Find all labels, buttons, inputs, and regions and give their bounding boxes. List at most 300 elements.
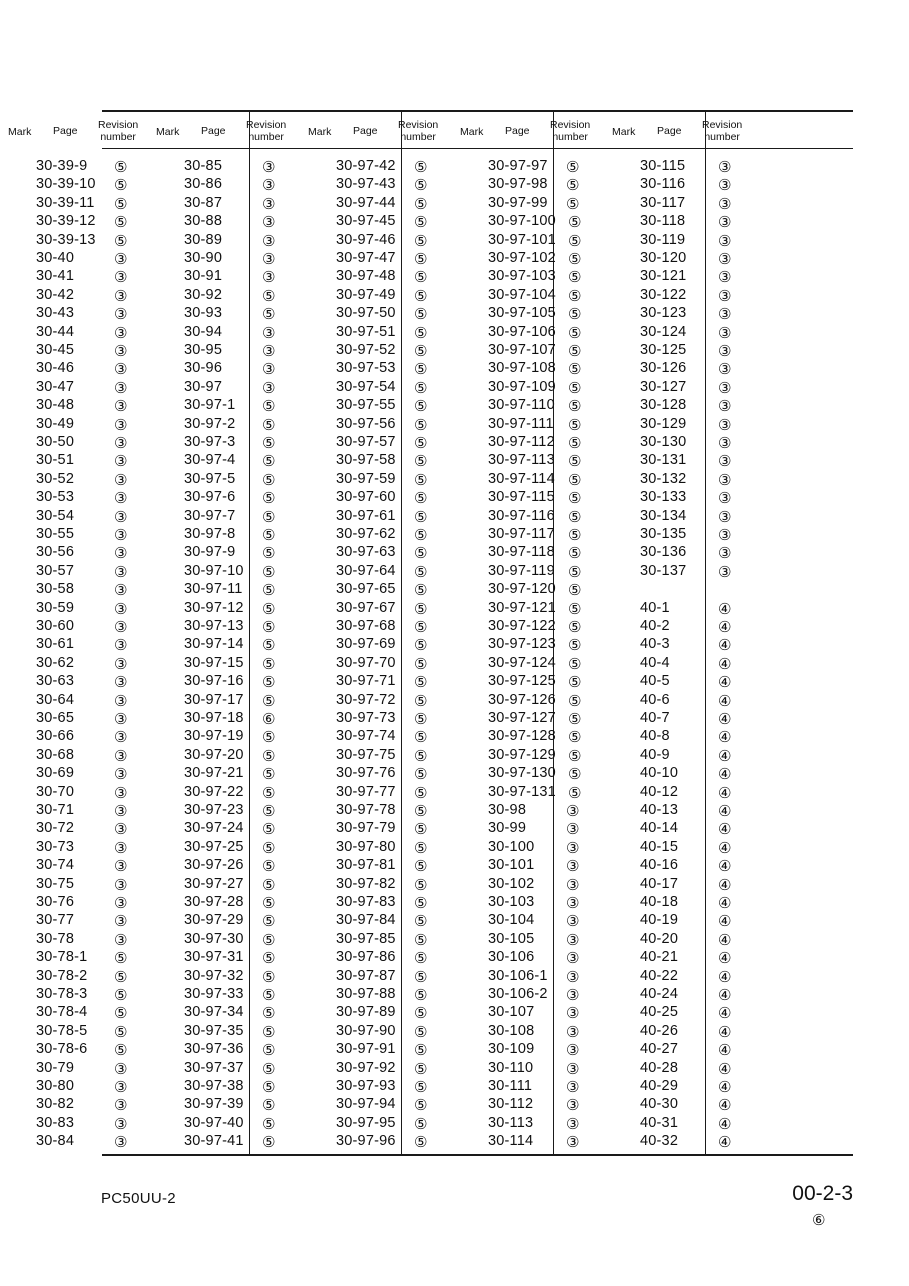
page-cell: 30-97-27 (184, 875, 244, 892)
page-cell: 30-128 (640, 397, 687, 414)
page-cell: 30-97-91 (336, 1041, 396, 1058)
table-row (452, 563, 602, 581)
table-row (0, 416, 150, 434)
page-cell: 30-97-122 (488, 618, 556, 634)
page-cell: 30-83 (36, 1114, 75, 1131)
page-cell: 40-4 (640, 654, 670, 671)
revision-cell: ④ (718, 857, 732, 876)
table-row (0, 397, 150, 415)
revision-cell: ③ (114, 857, 128, 876)
table-row (452, 710, 602, 728)
header-revision-number (398, 119, 438, 143)
table-row (148, 158, 298, 176)
table-row (300, 397, 450, 415)
page-cell: 30-97-49 (336, 286, 396, 303)
revision-cell: ③ (262, 378, 276, 397)
page-cell: 30-134 (640, 507, 687, 524)
revision-cell: ⑤ (414, 1004, 428, 1023)
page-cell: 40-28 (640, 1059, 679, 1076)
revision-cell: ③ (114, 268, 128, 287)
table-row (452, 176, 602, 194)
revision-cell: ③ (114, 673, 128, 692)
table-row (148, 526, 298, 544)
revision-cell: ⑤ (568, 507, 582, 526)
header-revision-line1: Revision (550, 119, 591, 131)
header-mark: Mark (460, 126, 484, 138)
page-cell: 30-56 (36, 544, 75, 561)
table-row (0, 600, 150, 618)
revision-cell: ⑤ (414, 967, 428, 986)
table-row (148, 581, 298, 599)
page-cell: 30-97-99 (488, 194, 548, 211)
revision-cell: ⑤ (262, 581, 276, 600)
table-row (148, 931, 298, 949)
table-row (300, 857, 450, 875)
page-cell: 30-74 (36, 857, 75, 874)
page-cell: 30-97-57 (336, 434, 396, 450)
page-cell: 30-97-102 (488, 250, 556, 266)
table-row (148, 784, 298, 802)
page-cell: 40-22 (640, 967, 679, 984)
page-cell: 30-77 (36, 912, 75, 929)
page-cell: 30-97-76 (336, 765, 396, 782)
page-cell: 30-97-65 (336, 581, 396, 598)
table-row (300, 747, 450, 765)
header-mark: Mark (308, 126, 332, 138)
revision-cell: ③ (718, 507, 732, 526)
page-cell: 30-97-10 (184, 562, 244, 579)
table-row (452, 305, 602, 323)
table-row (0, 968, 150, 986)
page-cell: 40-8 (640, 728, 670, 745)
revision-cell: ⑤ (262, 1059, 276, 1078)
table-row (0, 176, 150, 194)
revision-cell: ③ (114, 1096, 128, 1115)
page-cell: 30-97-72 (336, 691, 396, 708)
revision-cell: ⑤ (414, 673, 428, 692)
revision-cell: ③ (718, 452, 732, 471)
page-cell: 30-97-90 (336, 1022, 396, 1039)
page-cell: 30-78-1 (36, 949, 88, 966)
table-row (300, 986, 450, 1004)
revision-cell: ⑤ (568, 710, 582, 728)
revision-cell: ⑤ (568, 415, 582, 434)
page-cell: 30-97-34 (184, 1004, 244, 1021)
table-row (300, 728, 450, 746)
revision-cell: ③ (114, 305, 128, 324)
revision-cell: ③ (718, 544, 732, 563)
revision-cell: ⑤ (114, 986, 128, 1004)
page-cell: 30-66 (36, 728, 75, 745)
table-row (148, 765, 298, 783)
page-cell: 30-62 (36, 654, 75, 671)
page-cell: 30-69 (36, 765, 75, 782)
table-row (0, 710, 150, 728)
table-row (452, 360, 602, 378)
revision-cell: ⑤ (262, 1096, 276, 1115)
table-row (148, 434, 298, 452)
page-cell: 40-1 (640, 599, 670, 616)
revision-cell: ⑤ (414, 1114, 428, 1133)
table-row (148, 894, 298, 912)
revision-cell: ⑤ (414, 912, 428, 931)
page-cell: 30-131 (640, 452, 687, 469)
revision-cell: ⑤ (262, 783, 276, 802)
page-cell: 30-97-42 (336, 158, 396, 174)
table-row (604, 1096, 754, 1114)
page-cell: 30-97-124 (488, 654, 556, 671)
table-row (148, 268, 298, 286)
table-row (604, 636, 754, 654)
revision-cell: ③ (262, 268, 276, 287)
revision-cell: ③ (114, 562, 128, 581)
page-cell: 30-136 (640, 544, 687, 561)
page-cell: 30-97-96 (336, 1133, 396, 1150)
page-cell: 30-125 (640, 342, 687, 358)
revision-cell: ⑤ (414, 710, 428, 728)
table-row (0, 931, 150, 949)
revision-cell: ③ (566, 1078, 580, 1096)
revision-cell: ⑤ (114, 213, 128, 232)
revision-cell: ③ (114, 783, 128, 802)
page-cell: 30-97-79 (336, 820, 396, 837)
revision-cell: ⑤ (262, 1041, 276, 1060)
table-column (452, 110, 602, 1150)
table-row (148, 986, 298, 1004)
table-row (148, 544, 298, 562)
page-cell: 30-123 (640, 305, 687, 322)
page-cell: 30-97-20 (184, 746, 244, 763)
table-row (148, 692, 298, 710)
table-row (148, 379, 298, 397)
table-row (300, 508, 450, 526)
table-row (300, 1041, 450, 1059)
table-row (300, 655, 450, 673)
page-cell: 30-132 (640, 470, 687, 487)
table-row (300, 912, 450, 930)
table-row (0, 912, 150, 930)
revision-cell: ③ (566, 986, 580, 1004)
page-cell: 30-97-46 (336, 231, 396, 248)
table-row (604, 434, 754, 452)
page-cell: 30-97-125 (488, 673, 556, 690)
table-row (452, 802, 602, 820)
page-cell: 40-7 (640, 710, 670, 726)
header-mark: Mark (8, 126, 32, 138)
page-cell: 30-52 (36, 470, 75, 487)
table-row (452, 416, 602, 434)
revision-cell: ③ (114, 1114, 128, 1133)
page-cell: 30-97-26 (184, 857, 244, 874)
table-row (452, 324, 602, 342)
page-cell: 30-97-131 (488, 783, 556, 800)
table-row (604, 1133, 754, 1151)
revision-cell: ⑤ (568, 746, 582, 765)
revision-cell: ⑤ (568, 636, 582, 655)
page-cell: 40-26 (640, 1022, 679, 1039)
table-row (148, 728, 298, 746)
page-cell: 30-93 (184, 305, 223, 322)
revision-cell: ③ (114, 415, 128, 434)
revision-cell: ⑤ (568, 765, 582, 784)
page-cell: 40-2 (640, 618, 670, 634)
revision-cell: ⑤ (414, 489, 428, 508)
table-row (604, 232, 754, 250)
revision-cell: ⑤ (414, 1078, 428, 1096)
page-cell: 30-97-18 (184, 710, 244, 726)
revision-cell: ③ (566, 1133, 580, 1152)
page-cell: 30-120 (640, 250, 687, 266)
table-row (452, 379, 602, 397)
table-row (604, 471, 754, 489)
table-row (148, 176, 298, 194)
page-cell: 30-97-40 (184, 1114, 244, 1131)
revision-cell: ③ (114, 434, 128, 452)
table-row (300, 287, 450, 305)
revision-cell: ③ (566, 802, 580, 820)
revision-cell: ③ (114, 691, 128, 710)
table-column (604, 110, 754, 1150)
table-row (452, 452, 602, 470)
table-row (452, 287, 602, 305)
page-cell: 30-90 (184, 250, 223, 266)
page-cell: 30-84 (36, 1133, 75, 1150)
revision-cell: ④ (718, 802, 732, 820)
revision-cell: ③ (566, 967, 580, 986)
revision-cell: ③ (114, 746, 128, 765)
page-number: 00-2-3 (792, 1182, 853, 1205)
table-row (0, 802, 150, 820)
revision-cell: ④ (718, 673, 732, 692)
revision-cell: ③ (262, 213, 276, 232)
page-cell: 30-63 (36, 673, 75, 690)
revision-cell: ⑤ (414, 378, 428, 397)
revision-cell: ③ (718, 176, 732, 195)
table-row (148, 673, 298, 691)
revision-cell: ⑤ (262, 820, 276, 839)
page-cell: 30-109 (488, 1041, 535, 1058)
page-cell: 30-78 (36, 930, 75, 947)
revision-cell: ③ (262, 342, 276, 360)
table-row (452, 692, 602, 710)
page-cell: 40-17 (640, 875, 679, 892)
revision-cell: ③ (114, 618, 128, 636)
table-row (0, 471, 150, 489)
table-row (300, 1078, 450, 1096)
column-header (300, 110, 450, 148)
revision-cell: ⑤ (568, 231, 582, 250)
revision-cell: ④ (718, 1004, 732, 1023)
revision-cell: ③ (718, 286, 732, 305)
page-cell: 30-106 (488, 949, 535, 966)
revision-cell: ④ (718, 838, 732, 857)
table-row (0, 1004, 150, 1022)
revision-cell: ⑤ (568, 489, 582, 508)
table-row (0, 949, 150, 967)
table-row (0, 820, 150, 838)
page-cell: 30-113 (488, 1114, 534, 1131)
revision-cell: ⑤ (114, 231, 128, 250)
revision-cell: ③ (114, 765, 128, 784)
revision-cell: ③ (114, 1133, 128, 1152)
table-row (148, 1096, 298, 1114)
table-row (0, 1133, 150, 1151)
table-row (300, 213, 450, 231)
revision-cell: ⑤ (262, 636, 276, 655)
revision-cell: ③ (718, 562, 732, 581)
page-cell: 30-97-108 (488, 360, 556, 377)
table-row (604, 250, 754, 268)
table-row (452, 250, 602, 268)
page-cell: 40-32 (640, 1133, 679, 1150)
table-row (0, 618, 150, 636)
revision-cell: ⑤ (262, 1004, 276, 1023)
revision-cell: ③ (114, 470, 128, 489)
table-row (148, 563, 298, 581)
revision-cell: ④ (718, 765, 732, 784)
revision-cell: ⑤ (262, 930, 276, 949)
page-cell: 30-97-51 (336, 323, 396, 340)
revision-cell: ③ (114, 599, 128, 618)
revision-cell: ④ (718, 894, 732, 912)
revision-cell: ⑤ (414, 838, 428, 857)
page-cell: 30-92 (184, 286, 223, 303)
page-cell: 30-97-109 (488, 378, 556, 395)
revision-cell: ⑤ (568, 654, 582, 673)
table-row (148, 876, 298, 894)
page-cell: 40-30 (640, 1096, 679, 1113)
page-cell: 30-97-25 (184, 838, 244, 855)
table-bottom-rule (102, 1154, 853, 1156)
table-row (452, 434, 602, 452)
revision-cell: ⑤ (414, 765, 428, 784)
page-cell: 30-97-74 (336, 728, 396, 745)
page-cell: 30-116 (640, 176, 686, 193)
table-row (0, 655, 150, 673)
revision-cell: ⑤ (262, 912, 276, 931)
table-column (148, 110, 298, 1150)
revision-cell: ⑤ (114, 1041, 128, 1060)
revision-cell: ③ (262, 323, 276, 342)
revision-cell: ⑤ (568, 783, 582, 802)
page-cell: 30-97-89 (336, 1004, 396, 1021)
page-cell: 30-97-19 (184, 728, 244, 745)
revision-cell: ③ (718, 305, 732, 324)
header-revision-number (246, 119, 286, 143)
table-row (452, 673, 602, 691)
revision-cell: ③ (262, 176, 276, 195)
page-cell: 30-97-100 (488, 213, 556, 230)
revision-cell: ③ (718, 194, 732, 213)
table-row (604, 526, 754, 544)
page-cell: 30-97-106 (488, 323, 556, 340)
table-row (604, 158, 754, 176)
page-cell: 30-44 (36, 323, 75, 340)
page-cell: 30-70 (36, 783, 75, 800)
revision-cell: ⑤ (568, 323, 582, 342)
page-cell: 30-97-37 (184, 1059, 244, 1076)
table-row (148, 305, 298, 323)
page-cell: 30-97-115 (488, 489, 555, 506)
revision-cell: ⑤ (262, 802, 276, 820)
table-row (452, 857, 602, 875)
revision-cell: ③ (718, 489, 732, 508)
page-cell: 30-101 (488, 857, 535, 874)
table-row (300, 784, 450, 802)
table-row (604, 894, 754, 912)
table-row (604, 416, 754, 434)
table-row (452, 508, 602, 526)
column-header (604, 110, 754, 148)
page-cell: 30-99 (488, 820, 527, 837)
table-row (0, 379, 150, 397)
table-row (148, 636, 298, 654)
table-row (452, 618, 602, 636)
revision-cell: ⑤ (262, 1114, 276, 1133)
table-row (604, 728, 754, 746)
header-revision-line1: Revision (702, 119, 743, 131)
header-revision-line1: Revision (98, 119, 139, 131)
page-cell: 30-97-77 (336, 783, 396, 800)
page-cell: 30-59 (36, 599, 75, 616)
table-row (604, 857, 754, 875)
revision-cell: ③ (114, 250, 128, 268)
revision-cell: ⑤ (262, 654, 276, 673)
revision-cell: ④ (718, 691, 732, 710)
page-cell: 30-97-31 (184, 949, 244, 966)
page-cell: 30-65 (36, 710, 75, 726)
page-cell: 30-137 (640, 562, 687, 579)
revision-cell: ⑤ (262, 949, 276, 968)
revision-cell: ③ (114, 710, 128, 728)
page-cell: 30-108 (488, 1022, 535, 1039)
page-cell: 30-97-7 (184, 507, 236, 524)
revision-cell: ③ (114, 452, 128, 471)
table-row (0, 894, 150, 912)
header-page: Page (201, 125, 226, 137)
revision-cell: ⑤ (414, 636, 428, 655)
revision-cell: ⑤ (262, 986, 276, 1004)
revision-cell: ⑤ (414, 1041, 428, 1060)
page-cell: 40-31 (640, 1114, 679, 1131)
revision-cell: ④ (718, 746, 732, 765)
table-row (0, 1115, 150, 1133)
header-revision-number (702, 119, 742, 143)
table-row (0, 452, 150, 470)
revision-cell: ④ (718, 654, 732, 673)
table-row (300, 526, 450, 544)
table-row (0, 489, 150, 507)
table-row (452, 544, 602, 562)
table-row (148, 250, 298, 268)
page-cell: 30-97-128 (488, 728, 556, 745)
table-row (0, 1096, 150, 1114)
table-row (0, 250, 150, 268)
revision-cell: ⑤ (414, 544, 428, 563)
revision-cell: ⑤ (262, 691, 276, 710)
table-row (604, 1115, 754, 1133)
revision-cell: ③ (114, 378, 128, 397)
revision-cell: ⑤ (414, 783, 428, 802)
table-row (0, 839, 150, 857)
revision-cell: ⑤ (262, 1133, 276, 1152)
page-cell: 30-40 (36, 250, 75, 266)
table-row (148, 1133, 298, 1151)
page-cell: 30-86 (184, 176, 223, 193)
page-cell: 30-97-73 (336, 710, 396, 726)
revision-cell: ⑤ (568, 526, 582, 544)
page-cell: 30-97-82 (336, 875, 396, 892)
